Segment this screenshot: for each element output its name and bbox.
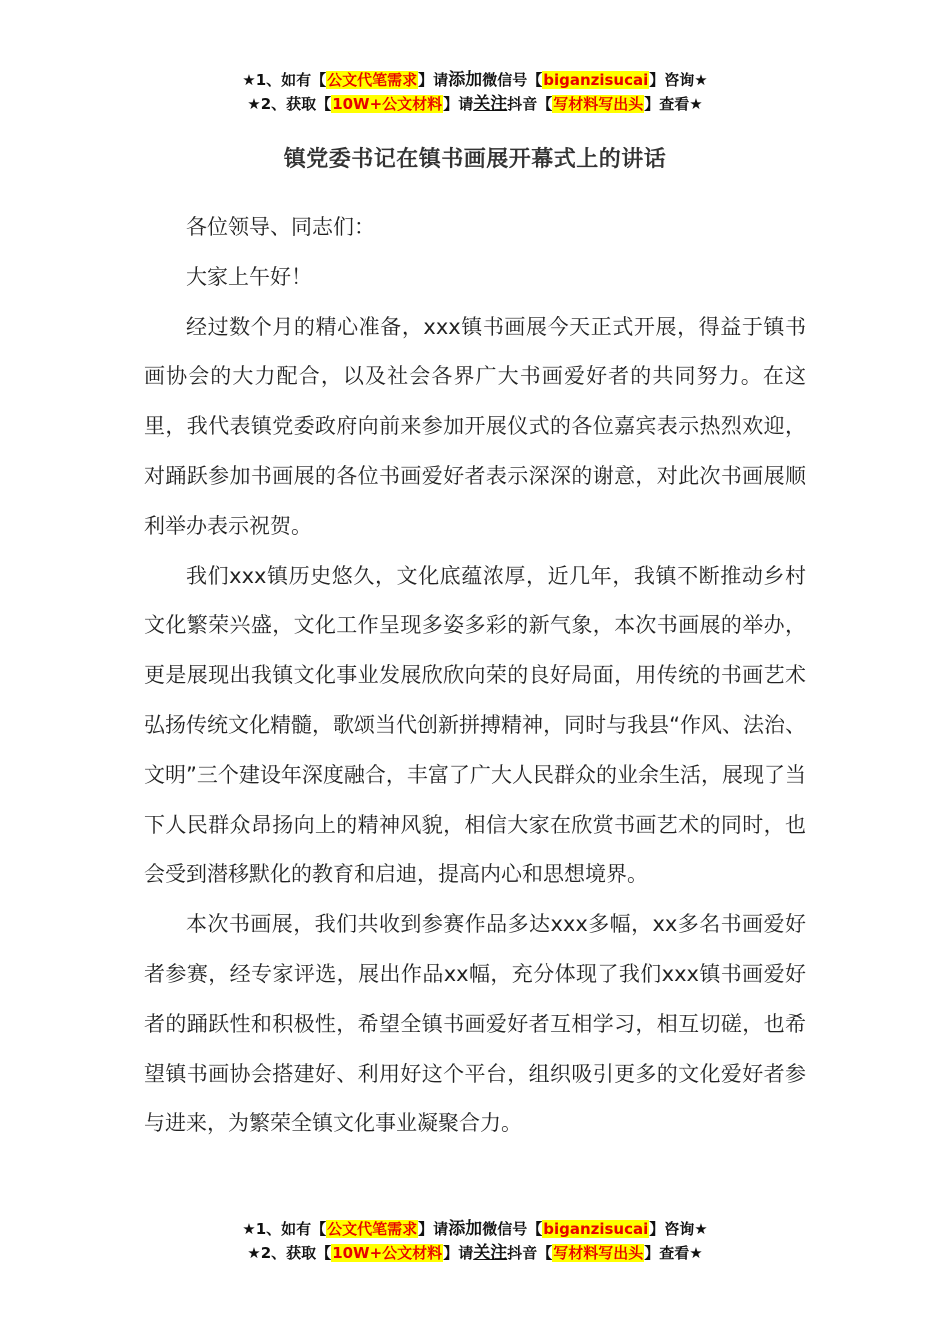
douyin-account: 写材料写出头 bbox=[553, 1244, 644, 1262]
banner-text: 微信号【 bbox=[482, 1220, 543, 1238]
star-icon: ★ bbox=[694, 71, 708, 89]
banner-text: 】请 bbox=[418, 71, 449, 89]
emphasis-text: 添加 bbox=[448, 70, 483, 90]
star-icon: ★ bbox=[242, 71, 256, 89]
banner-text: 1、如有【 bbox=[255, 1220, 327, 1238]
banner-line-1 bbox=[0, 1217, 950, 1241]
highlight-text: 10W+公文材料 bbox=[332, 1244, 443, 1262]
document-title: 镇党委书记在镇书画展开幕式上的讲话 bbox=[283, 147, 667, 172]
star-icon: ★ bbox=[247, 1244, 261, 1262]
footer-banner bbox=[0, 1217, 950, 1265]
banner-text: 抖音【 bbox=[507, 95, 553, 113]
banner-text: 】咨询 bbox=[649, 1220, 695, 1238]
banner-text: 2、获取【 bbox=[260, 1244, 332, 1262]
star-icon: ★ bbox=[247, 95, 261, 113]
banner-text: 微信号【 bbox=[482, 71, 543, 89]
header-banner bbox=[0, 68, 950, 116]
paragraph: 我们xxx镇历史悠久，文化底蕴浓厚，近几年，我镇不断推动乡村文化繁荣兴盛，文化工作呈现多姿多彩的新气象，本次书画展的举办，更是展现出我镇文化事业发展欣欣向荣的良好局面，用传统的书画艺术弘扬传统文化精髓，歌颂当代创新拼搏精神，同时与我县“作风、法治、文明”三个建设年深度融合，丰富了广大人民群众的业余生活，展现了当下人民群众昂扬向上的精神风貌，相信大家在欣赏书画艺术的同时，也会受到潜移默化的教育和启迪，提高内心和思想境界。 bbox=[144, 563, 806, 887]
highlight-text: 公文代笔需求 bbox=[327, 71, 418, 89]
paragraph: 本次书画展，我们共收到参赛作品多达xxx多幅，xx多名书画爱好者参赛，经专家评选，展出作品xx幅，充分体现了我们xxx镇书画爱好者的踊跃性和积极性，希望全镇书画爱好者互相学习，相互切磋，也希望镇书画协会搭建好、利用好这个平台，组织吸引更多的文化爱好者参与进来，为繁荣全镇文化事业凝聚合力。 bbox=[144, 912, 806, 1136]
star-icon: ★ bbox=[689, 1244, 703, 1262]
banner-text: 】请 bbox=[443, 95, 474, 113]
banner-line-2 bbox=[0, 92, 950, 116]
wechat-id: biganzisucai bbox=[543, 71, 649, 89]
banner-text: 】查看 bbox=[644, 1244, 690, 1262]
banner-text: 1、如有【 bbox=[255, 71, 327, 89]
wechat-id: biganzisucai bbox=[543, 1220, 649, 1238]
star-icon: ★ bbox=[689, 95, 703, 113]
banner-text: 】查看 bbox=[644, 95, 690, 113]
emphasis-text: 关注 bbox=[473, 1243, 508, 1263]
banner-line-1 bbox=[0, 68, 950, 92]
banner-text: 】请 bbox=[418, 1220, 449, 1238]
salutation: 各位领导、同志们： bbox=[186, 215, 375, 239]
highlight-text: 10W+公文材料 bbox=[332, 95, 443, 113]
document-body bbox=[144, 203, 806, 1149]
star-icon: ★ bbox=[242, 1220, 256, 1238]
banner-text: 】请 bbox=[443, 1244, 474, 1262]
greeting: 大家上午好！ bbox=[186, 264, 312, 289]
banner-text: 2、获取【 bbox=[260, 95, 332, 113]
banner-text: 】咨询 bbox=[649, 71, 695, 89]
banner-line-2 bbox=[0, 1241, 950, 1265]
douyin-account: 写材料写出头 bbox=[553, 95, 644, 113]
banner-text: 抖音【 bbox=[507, 1244, 553, 1262]
emphasis-text: 关注 bbox=[473, 94, 508, 114]
paragraph: 经过数个月的精心准备，xxx镇书画展今天正式开展，得益于镇书画协会的大力配合，以及社会各界广大书画爱好者的共同努力。在这里，我代表镇党委政府向前来参加开展仪式的各位嘉宾表示热烈欢迎，对踊跃参加书画展的各位书画爱好者表示深深的谢意，对此次书画展顺利举办表示祝贺。 bbox=[144, 314, 806, 538]
star-icon: ★ bbox=[694, 1220, 708, 1238]
emphasis-text: 添加 bbox=[448, 1219, 483, 1239]
highlight-text: 公文代笔需求 bbox=[327, 1220, 418, 1238]
